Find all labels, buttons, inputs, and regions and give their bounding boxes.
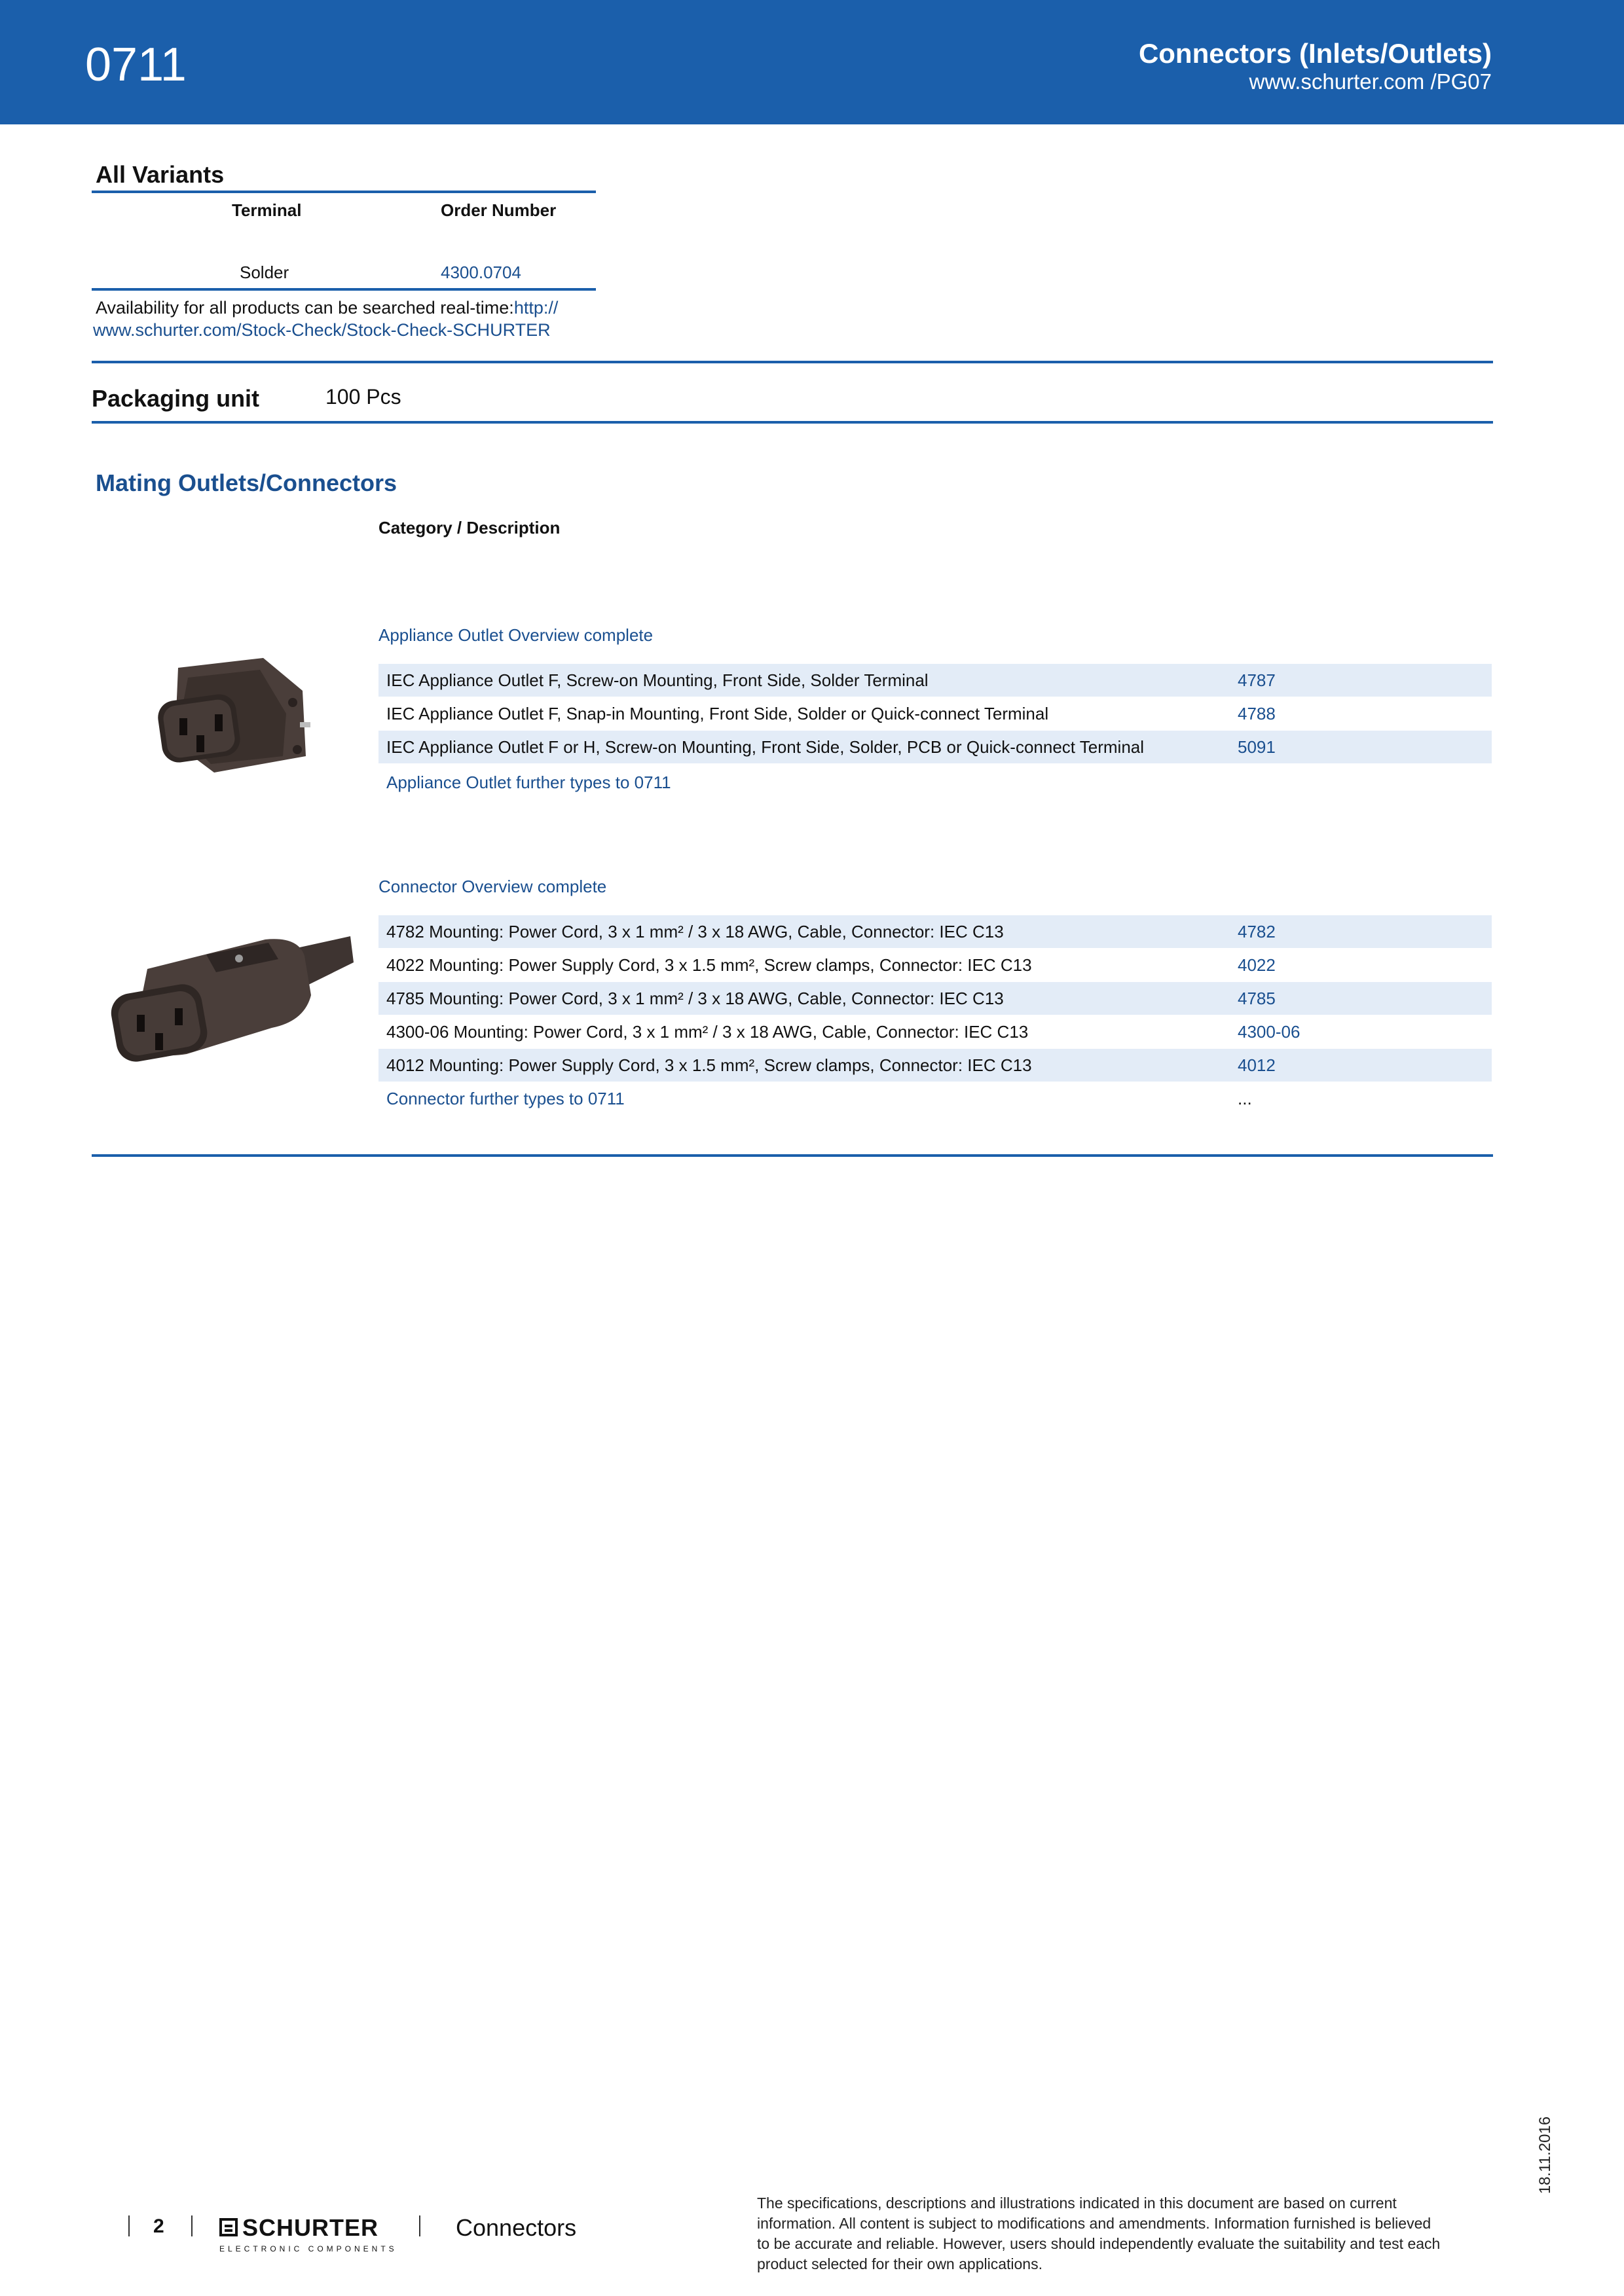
footer-separator <box>419 2215 420 2236</box>
table-row <box>378 697 1492 730</box>
footer-brand: SCHURTER <box>242 2214 379 2241</box>
availability-link[interactable]: http:// <box>513 298 559 318</box>
connector-further-link[interactable]: Connector further types to 0711 <box>386 1089 625 1108</box>
disclaimer-line: information. All content is subject to modifications and amendments. Information furnished is believed <box>757 2215 1431 2232</box>
table-row <box>378 1015 1492 1048</box>
page-number: 2 <box>153 2215 164 2237</box>
row-description: 4782 Mounting: Power Cord, 3 x 1 mm² / 3 x 18 AWG, Cable, Connector: IEC C13 <box>386 922 1004 941</box>
divider <box>92 191 596 193</box>
row-more-indicator: ... <box>1238 1089 1252 1108</box>
availability-note <box>93 297 606 341</box>
footer-separator <box>128 2215 130 2236</box>
divider <box>92 288 596 291</box>
row-description: 4300-06 Mounting: Power Cord, 3 x 1 mm² / 3 x 18 AWG, Cable, Connector: IEC C13 <box>386 1022 1029 1042</box>
row-number-link[interactable]: 5091 <box>1238 737 1276 757</box>
disclaimer-line: product selected for their own applications. <box>757 2255 1043 2272</box>
variant-order-number[interactable]: 4300.0704 <box>441 263 521 282</box>
schurter-logo-icon <box>219 2218 238 2236</box>
outlet-overview-link[interactable]: Appliance Outlet Overview complete <box>378 625 654 645</box>
availability-link-url[interactable]: www.schurter.com/Stock-Check/Stock-Check-SCHURTER <box>93 320 551 340</box>
row-description: 4785 Mounting: Power Cord, 3 x 1 mm² / 3 x 18 AWG, Cable, Connector: IEC C13 <box>386 989 1004 1008</box>
table-row <box>378 664 1492 697</box>
side-date: 18.11.2016 <box>1536 2116 1554 2195</box>
row-number-link[interactable]: 4012 <box>1238 1055 1276 1075</box>
table-row <box>378 949 1492 981</box>
row-number-link[interactable]: 4300-06 <box>1238 1022 1301 1042</box>
packaging-label: Packaging unit <box>92 385 260 412</box>
footer-disclaimer <box>757 2193 1510 2274</box>
header-title: Connectors (Inlets/Outlets) <box>1138 38 1492 69</box>
table-row <box>378 982 1492 1015</box>
divider <box>92 1154 1493 1157</box>
connector-image <box>108 923 357 1064</box>
table-row <box>378 731 1492 763</box>
footer-section: Connectors <box>456 2214 577 2241</box>
row-number-link[interactable]: 4785 <box>1238 989 1276 1008</box>
row-description: 4022 Mounting: Power Supply Cord, 3 x 1.5 mm², Screw clamps, Connector: IEC C13 <box>386 955 1032 975</box>
availability-text: Availability for all products can be searched real-time: <box>96 298 514 318</box>
disclaimer-line: The specifications, descriptions and illustrations indicated in this document are based on current <box>757 2195 1397 2212</box>
divider <box>92 361 1493 363</box>
disclaimer-line: to be accurate and reliable. However, users should independently evaluate the suitability and test each <box>757 2235 1441 2252</box>
connector-overview-link[interactable]: Connector Overview complete <box>378 877 607 896</box>
row-number-link[interactable]: 4787 <box>1238 670 1276 690</box>
table-row <box>378 1082 1492 1115</box>
row-number-link[interactable]: 4782 <box>1238 922 1276 941</box>
row-description: 4012 Mounting: Power Supply Cord, 3 x 1.5 mm², Screw clamps, Connector: IEC C13 <box>386 1055 1032 1075</box>
col-terminal: Terminal <box>232 200 302 220</box>
outlet-further-link[interactable]: Appliance Outlet further types to 0711 <box>386 773 671 792</box>
col-order-number: Order Number <box>441 200 557 220</box>
mating-title: Mating Outlets/Connectors <box>96 469 397 496</box>
row-number-link[interactable]: 4788 <box>1238 704 1276 723</box>
row-description: IEC Appliance Outlet F, Screw-on Mounting, Front Side, Solder Terminal <box>386 670 929 690</box>
footer-brand-sub: ELECTRONIC COMPONENTS <box>219 2244 397 2253</box>
table-row <box>378 915 1492 948</box>
footer-separator <box>191 2215 193 2236</box>
all-variants-title: All Variants <box>96 161 225 188</box>
part-number: 0711 <box>85 39 187 91</box>
variant-terminal: Solder <box>240 263 289 282</box>
row-description: IEC Appliance Outlet F, Snap-in Mounting, Front Side, Solder or Quick-connect Terminal <box>386 704 1049 723</box>
row-number-link[interactable]: 4022 <box>1238 955 1276 975</box>
divider <box>92 421 1493 424</box>
col-category: Category / Description <box>378 518 561 538</box>
appliance-outlet-image <box>152 651 316 776</box>
table-row <box>378 1049 1492 1082</box>
header-url[interactable]: www.schurter.com /PG07 <box>1249 69 1492 94</box>
row-description: IEC Appliance Outlet F or H, Screw-on Mounting, Front Side, Solder, PCB or Quick-connect Terminal <box>386 737 1145 757</box>
packaging-value: 100 Pcs <box>325 385 401 409</box>
table-row <box>378 766 1492 799</box>
